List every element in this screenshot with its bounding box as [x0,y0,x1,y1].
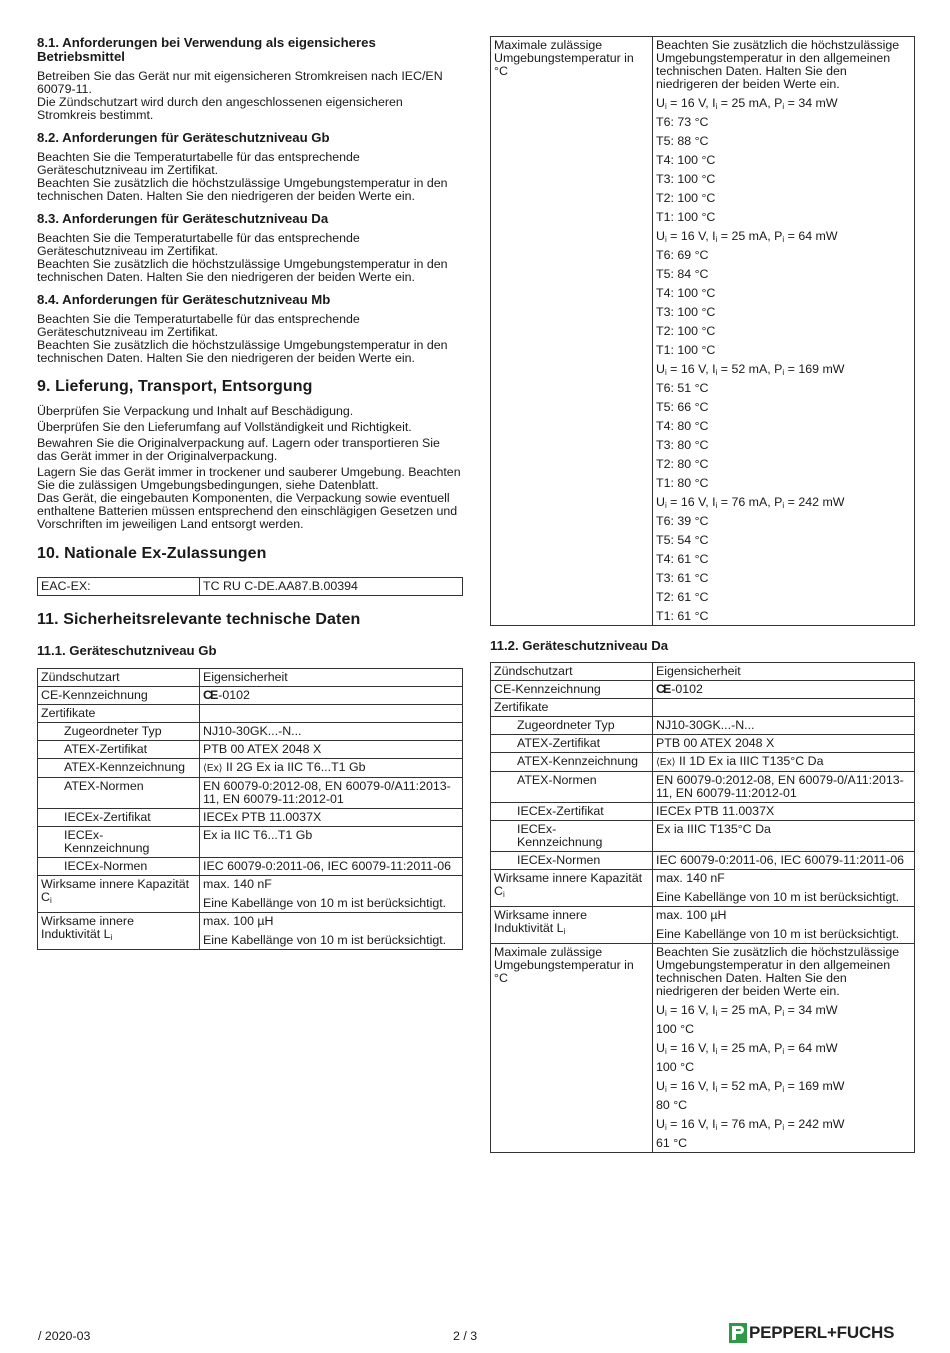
temperature-groups [656,1004,911,1150]
table-cell: EN 60079-0:2012-08, EN 60079-0/A11:2013-11, EN 60079-11:2012-01 [200,778,463,809]
temperature-note: Beachten Sie zusätzlich die höchstzulässige Umgebungstemperatur in den allgemeinen technischen Daten. Halten Sie den niedrigeren der beiden Werte ein. [656,945,900,998]
table-row [491,753,915,772]
temperature-value: T6: 39 °C [656,514,709,528]
table-cell: Ex ia IIC T6...T1 Gb [200,827,463,858]
ce-number: -0102 [218,688,250,702]
paragraph: Lagern Sie das Gerät immer in trockener und sauberer Umgebung. Beachten Sie die zulässigen Umgebungsbedingungen, siehe Datenblatt. [37,465,461,492]
electrical-values: $U_i = 16$ V, $I_i = 52$ mA, $P_i = 169$ mW [656,362,845,377]
paragraph: Beachten Sie zusätzlich die höchstzulässige Umgebungstemperatur in den technischen Daten. Halten Sie den niedrigeren der beiden Werte ein. [37,257,448,284]
temperature-value: T5: 66 °C [656,400,709,414]
subscript: i [782,1047,785,1056]
table-cell: Maximale zulässige Umgebungstemperatur in °C [491,944,653,1153]
table-row [491,37,915,626]
table-row [491,852,915,870]
table-cell: CE-Kennzeichnung [38,687,200,705]
table-row [491,663,915,681]
table-cell: Zertifikate [491,699,653,717]
table-row [38,687,463,705]
pf-logo-icon [729,1323,747,1343]
table-row [491,907,915,944]
table-row [38,741,463,759]
table-cell: IECEx PTB 11.0037X [653,803,915,821]
table-cell: IEC 60079-0:2011-06, IEC 60079-11:2011-06 [200,858,463,876]
subscript: i [782,501,785,510]
table-row [38,705,463,723]
table-cell: NJ10-30GK...-N... [653,717,915,735]
section-heading-10: 10. Nationale Ex-Zulassungen [37,545,267,562]
table-cell: IECEx PTB 11.0037X [200,809,463,827]
table-cell: ATEX-Kennzeichnung [38,759,200,778]
table-row [38,759,463,778]
temperature-value: T4: 80 °C [656,419,709,433]
table-cell: IEC 60079-0:2011-06, IEC 60079-11:2011-06 [653,852,915,870]
table-row [491,821,915,852]
temperature-value: T2: 100 °C [656,324,716,338]
paragraph: Überprüfen Sie den Lieferumfang auf Vollständigkeit und Richtigkeit. [37,420,412,434]
right-column [490,36,915,1153]
atex-marking: II 1D Ex ia IIIC T135°C Da [678,754,824,768]
paragraph: Beachten Sie die Temperaturtabelle für das entsprechende Geräteschutzniveau im Zertifikat. [37,231,360,258]
gb-data-table [37,668,463,950]
table-cell: TC RU C-DE.AA87.B.00394 [200,578,463,596]
table-cell: NJ10-30GK...-N... [200,723,463,741]
section-heading-11-1: 11.1. Geräteschutzniveau Gb [37,643,217,658]
subscript: i [664,1047,667,1056]
section-heading-8-2: 8.2. Anforderungen für Geräteschutzniveau Gb [37,130,330,145]
logo-text: PEPPERL+FUCHS [749,1323,895,1342]
paragraph: Beachten Sie die Temperaturtabelle für das entsprechende Geräteschutzniveau im Zertifikat. [37,150,360,177]
inductance-value: max. 100 µH [203,914,274,928]
table-cell: ATEX-Normen [491,772,653,803]
table-cell: ATEX-Zertifikat [491,735,653,753]
table-cell: IECEx-Kennzeichnung [491,821,653,852]
paragraph: Überprüfen Sie Verpackung und Inhalt auf Beschädigung. [37,404,354,418]
approvals-table [37,577,463,596]
table-row [38,669,463,687]
table-row [491,944,915,1153]
temperature-value: 100 °C [656,1022,695,1036]
cable-note: Eine Kabellänge von 10 m ist berücksichtigt. [656,927,900,941]
temperature-value: T3: 80 °C [656,438,709,452]
temperature-value: T6: 51 °C [656,381,709,395]
left-column [37,36,463,950]
temperature-value: T3: 100 °C [656,305,716,319]
table-cell: ATEX-Zertifikat [38,741,200,759]
electrical-values: $U_i = 16$ V, $I_i = 25$ mA, $P_i = 64$ mW [656,1041,838,1056]
cable-note: Eine Kabellänge von 10 m ist berücksichtigt. [203,896,447,910]
inductance-label: Wirksame innere Induktivität L [494,908,587,935]
footer-date: / 2020-03 [38,1329,91,1343]
section-heading-11-2: 11.2. Geräteschutzniveau Da [490,638,669,653]
subscript: i [49,896,52,905]
table-cell [653,681,915,699]
capacitance-value: max. 140 nF [656,871,725,885]
table-row [38,809,463,827]
table-row [38,876,463,913]
subscript: i [782,1009,785,1018]
electrical-values: $U_i = 16$ V, $I_i = 52$ mA, $P_i = 169$ mW [656,1079,845,1094]
table-cell [200,913,463,950]
temperature-value: T1: 61 °C [656,609,709,623]
electrical-values: $U_i = 16$ V, $I_i = 25$ mA, $P_i = 34$ mW [656,96,838,111]
capacitance-label: Wirksame innere Kapazität C [41,877,190,904]
temperature-value: T1: 100 °C [656,210,716,224]
table-row [38,578,463,596]
electrical-values: $U_i = 16$ V, $I_i = 76$ mA, $P_i = 242$ mW [656,495,845,510]
subscript: i [715,235,718,244]
table-cell: Zündschutzart [38,669,200,687]
temperature-value: T1: 80 °C [656,476,709,490]
subscript: i [782,1085,785,1094]
temperature-value: T2: 61 °C [656,590,709,604]
subscript: i [664,1123,667,1132]
table-cell: IECEx-Normen [38,858,200,876]
temperature-value: T3: 61 °C [656,571,709,585]
paragraph: Die Zündschutzart wird durch den angeschlossenen eigensicheren Stromkreis bestimmt. [37,95,403,122]
paragraph: Beachten Sie die Temperaturtabelle für das entsprechende Geräteschutzniveau im Zertifikat. [37,312,360,339]
inductance-value: max. 100 µH [656,908,727,922]
table-cell: IECEx-Zertifikat [491,803,653,821]
table-row [491,735,915,753]
table-row [491,772,915,803]
table-row [38,827,463,858]
table-cell: EN 60079-0:2012-08, EN 60079-0/A11:2013-11, EN 60079-11:2012-01 [653,772,915,803]
subscript: i [664,501,667,510]
subscript: i [502,890,505,899]
atex-marking: II 2G Ex ia IIC T6...T1 Gb [225,760,366,774]
temperature-value: T5: 54 °C [656,533,709,547]
table-cell [200,687,463,705]
temperature-value: T2: 80 °C [656,457,709,471]
table-cell: Ex ia IIIC T135°C Da [653,821,915,852]
subscript: i [110,933,113,942]
table-cell [200,705,463,723]
table-cell: Zertifikate [38,705,200,723]
subscript: i [715,1047,718,1056]
table-cell [653,37,915,626]
temperature-value: 61 °C [656,1136,688,1150]
table-cell [38,913,200,950]
subscript: i [715,368,718,377]
table-cell: Eigensicherheit [653,663,915,681]
table-cell [653,870,915,907]
table-cell: Zugeordneter Typ [491,717,653,735]
table-row [491,699,915,717]
temperature-value: T4: 61 °C [656,552,709,566]
temperature-groups [656,97,911,623]
subscript: i [715,1009,718,1018]
table-cell [653,753,915,772]
table-cell [491,870,653,907]
table-cell: IECEx-Kennzeichnung [38,827,200,858]
brand-logo [729,1322,894,1344]
table-row [38,858,463,876]
subscript: i [782,368,785,377]
electrical-values: $U_i = 16$ V, $I_i = 25$ mA, $P_i = 64$ mW [656,229,838,244]
footer-page-number: 2 / 3 [453,1329,478,1343]
subscript: i [715,102,718,111]
table-cell: EAC-EX: [38,578,200,596]
temperature-value: T2: 100 °C [656,191,716,205]
temperature-value: T5: 84 °C [656,267,709,281]
table-cell: CE-Kennzeichnung [491,681,653,699]
table-cell: ATEX-Kennzeichnung [491,753,653,772]
table-row [38,723,463,741]
paragraph: Betreiben Sie das Gerät nur mit eigensicheren Stromkreisen nach IEC/EN 60079-11. [37,69,443,96]
table-row [38,913,463,950]
table-cell: PTB 00 ATEX 2048 X [200,741,463,759]
subscript: i [664,235,667,244]
electrical-values: $U_i = 16$ V, $I_i = 25$ mA, $P_i = 34$ mW [656,1003,838,1018]
inductance-label: Wirksame innere Induktivität L [41,914,134,941]
paragraph: Das Gerät, die eingebauten Komponenten, die Verpackung sowie eventuell enthaltene Batterien müssen entsprechend den einschlägigen Gesetzen und Vorschriften im jeweiligen Land entsorgt werden. [37,491,458,531]
table-row [491,681,915,699]
table-cell: Zugeordneter Typ [38,723,200,741]
subscript: i [782,235,785,244]
table-cell: Maximale zulässige Umgebungstemperatur in °C [491,37,653,626]
temperature-value: T4: 100 °C [656,153,716,167]
ce-mark-icon: CE [203,688,217,702]
temperature-value: T5: 88 °C [656,134,709,148]
paragraph: Bewahren Sie die Originalverpackung auf. Lagern oder transportieren Sie das Gerät immer in der Originalverpackung. [37,436,440,463]
section-heading-8-4: 8.4. Anforderungen für Geräteschutzniveau Mb [37,292,331,307]
temperature-value: T1: 100 °C [656,343,716,357]
section-heading-11: 11. Sicherheitsrelevante technische Daten [37,611,361,628]
subscript: i [664,368,667,377]
gb-temperature-table [490,36,915,626]
section-heading-8-1: 8.1. Anforderungen bei Verwendung als eigensicheres Betriebsmittel [37,35,376,64]
table-cell: PTB 00 ATEX 2048 X [653,735,915,753]
table-cell [200,759,463,778]
subscript: i [715,501,718,510]
subscript: i [715,1085,718,1094]
table-cell [653,907,915,944]
table-cell: Zündschutzart [491,663,653,681]
cable-note: Eine Kabellänge von 10 m ist berücksichtigt. [656,890,900,904]
subscript: i [664,102,667,111]
temperature-value: T3: 100 °C [656,172,716,186]
section-heading-9: 9. Lieferung, Transport, Entsorgung [37,378,313,395]
table-cell [200,876,463,913]
ce-mark-icon: CE [656,682,670,696]
table-row [38,778,463,809]
table-cell: Eigensicherheit [200,669,463,687]
temperature-value: T6: 73 °C [656,115,709,129]
temperature-value: 100 °C [656,1060,695,1074]
ce-number: -0102 [671,682,703,696]
section-heading-8-3: 8.3. Anforderungen für Geräteschutzniveau Da [37,211,329,226]
table-cell [653,944,915,1153]
cable-note: Eine Kabellänge von 10 m ist berücksichtigt. [203,933,447,947]
temperature-note: Beachten Sie zusätzlich die höchstzulässige Umgebungstemperatur in den allgemeinen technischen Daten. Halten Sie den niedrigeren der beiden Werte ein. [656,38,900,91]
subscript: i [782,1123,785,1132]
paragraph: Beachten Sie zusätzlich die höchstzulässige Umgebungstemperatur in den technischen Daten. Halten Sie den niedrigeren der beiden Werte ein. [37,338,448,365]
ex-symbol-icon: ⟨Ex⟩ [656,757,676,768]
temperature-value: T6: 69 °C [656,248,709,262]
capacitance-value: max. 140 nF [203,877,272,891]
table-row [491,803,915,821]
subscript: i [715,1123,718,1132]
table-cell: IECEx-Normen [491,852,653,870]
subscript: i [563,927,566,936]
table-cell [38,876,200,913]
subscript: i [664,1085,667,1094]
ex-symbol-icon: ⟨Ex⟩ [203,763,223,774]
capacitance-label: Wirksame innere Kapazität C [494,871,643,898]
table-cell: ATEX-Normen [38,778,200,809]
subscript: i [782,102,785,111]
temperature-value: 80 °C [656,1098,688,1112]
temperature-value: T4: 100 °C [656,286,716,300]
da-data-table [490,662,915,1153]
table-cell [491,907,653,944]
subscript: i [664,1009,667,1018]
table-cell: IECEx-Zertifikat [38,809,200,827]
table-cell [653,699,915,717]
table-row [491,870,915,907]
electrical-values: $U_i = 16$ V, $I_i = 76$ mA, $P_i = 242$ mW [656,1117,845,1132]
table-row [491,717,915,735]
paragraph: Beachten Sie zusätzlich die höchstzulässige Umgebungstemperatur in den technischen Daten. Halten Sie den niedrigeren der beiden Werte ein. [37,176,448,203]
